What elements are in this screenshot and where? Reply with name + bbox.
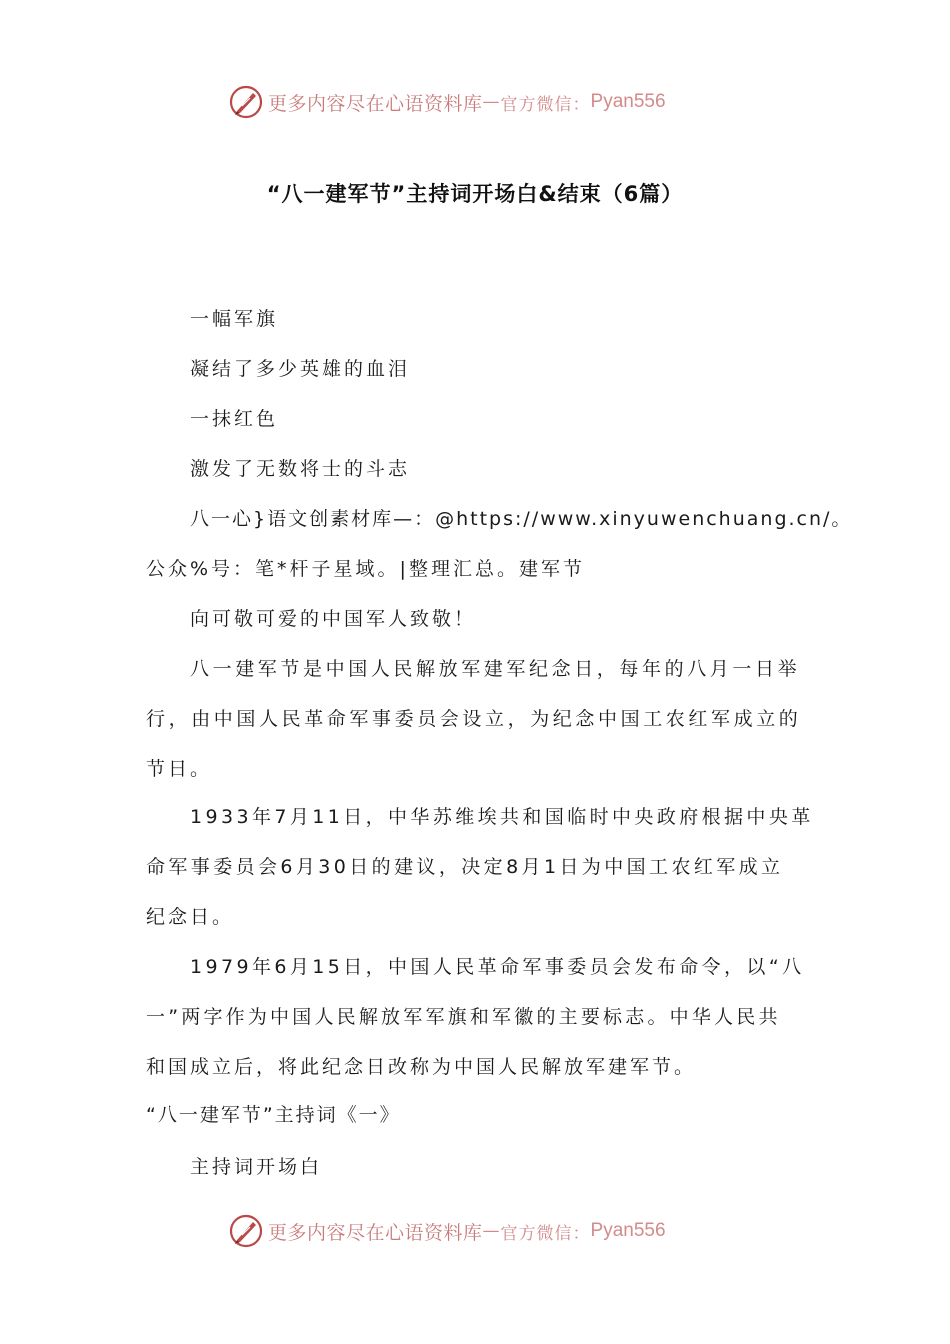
footer-watermark-banner: [228, 1211, 666, 1251]
banner-wechat-id: Pyan556: [590, 91, 666, 112]
section-heading: “八一建军节”主持词《一》: [146, 1104, 401, 1126]
banner-dash: —: [482, 92, 501, 112]
document-title: “八一建军节”主持词开场白&结束（6篇）: [266, 182, 684, 206]
body-line: 1933年7月11日，中华苏维埃共和国临时中央政府根据中央革: [190, 806, 814, 828]
header-watermark-banner: [228, 82, 666, 122]
poem-line: 一抹红色: [190, 408, 279, 430]
banner-wechat-id: Pyan556: [590, 1220, 666, 1241]
subsection-heading: 主持词开场白: [190, 1156, 323, 1178]
body-line: 节日。: [146, 758, 213, 780]
banner-sub-text: 官方微信：: [500, 1223, 591, 1244]
body-line: 向可敬可爱的中国军人致敬！: [190, 608, 477, 630]
body-line: 八一建军节是中国人民解放军建军纪念日，每年的八月一日举: [190, 658, 801, 680]
banner-main-text: 更多内容尽在心语资料库: [268, 1221, 483, 1244]
body-line: 和国成立后，将此纪念日改称为中国人民解放军建军节。: [146, 1056, 697, 1078]
quill-pen-logo-icon: [228, 1213, 264, 1249]
banner-main-text: 更多内容尽在心语资料库: [268, 92, 483, 115]
banner-dash: —: [482, 1221, 501, 1241]
poem-line: 凝结了多少英雄的血泪: [190, 358, 411, 380]
body-line: 纪念日。: [146, 906, 235, 928]
quill-pen-logo-icon: [228, 84, 264, 120]
body-line: 行，由中国人民革命军事委员会设立，为纪念中国工农红军成立的: [146, 708, 802, 730]
body-line: 命军事委员会6月30日的建议，决定8月1日为中国工农红军成立: [146, 856, 784, 878]
source-line: 公众%号：笔*杆子星域。|整理汇总。建军节: [146, 558, 585, 580]
banner-sub-text: 官方微信：: [500, 94, 591, 115]
poem-line: 激发了无数将士的斗志: [190, 458, 411, 480]
poem-line: 一幅军旗: [190, 308, 279, 330]
body-line: 1979年6月15日，中国人民革命军事委员会发布命令，以“八: [190, 956, 805, 978]
source-line: 八一心}语文创素材库—：@https://www.xinyuwenchuang.cn/。: [190, 508, 853, 530]
body-line: 一”两字作为中国人民解放军军旗和军徽的主要标志。中华人民共: [146, 1006, 781, 1028]
